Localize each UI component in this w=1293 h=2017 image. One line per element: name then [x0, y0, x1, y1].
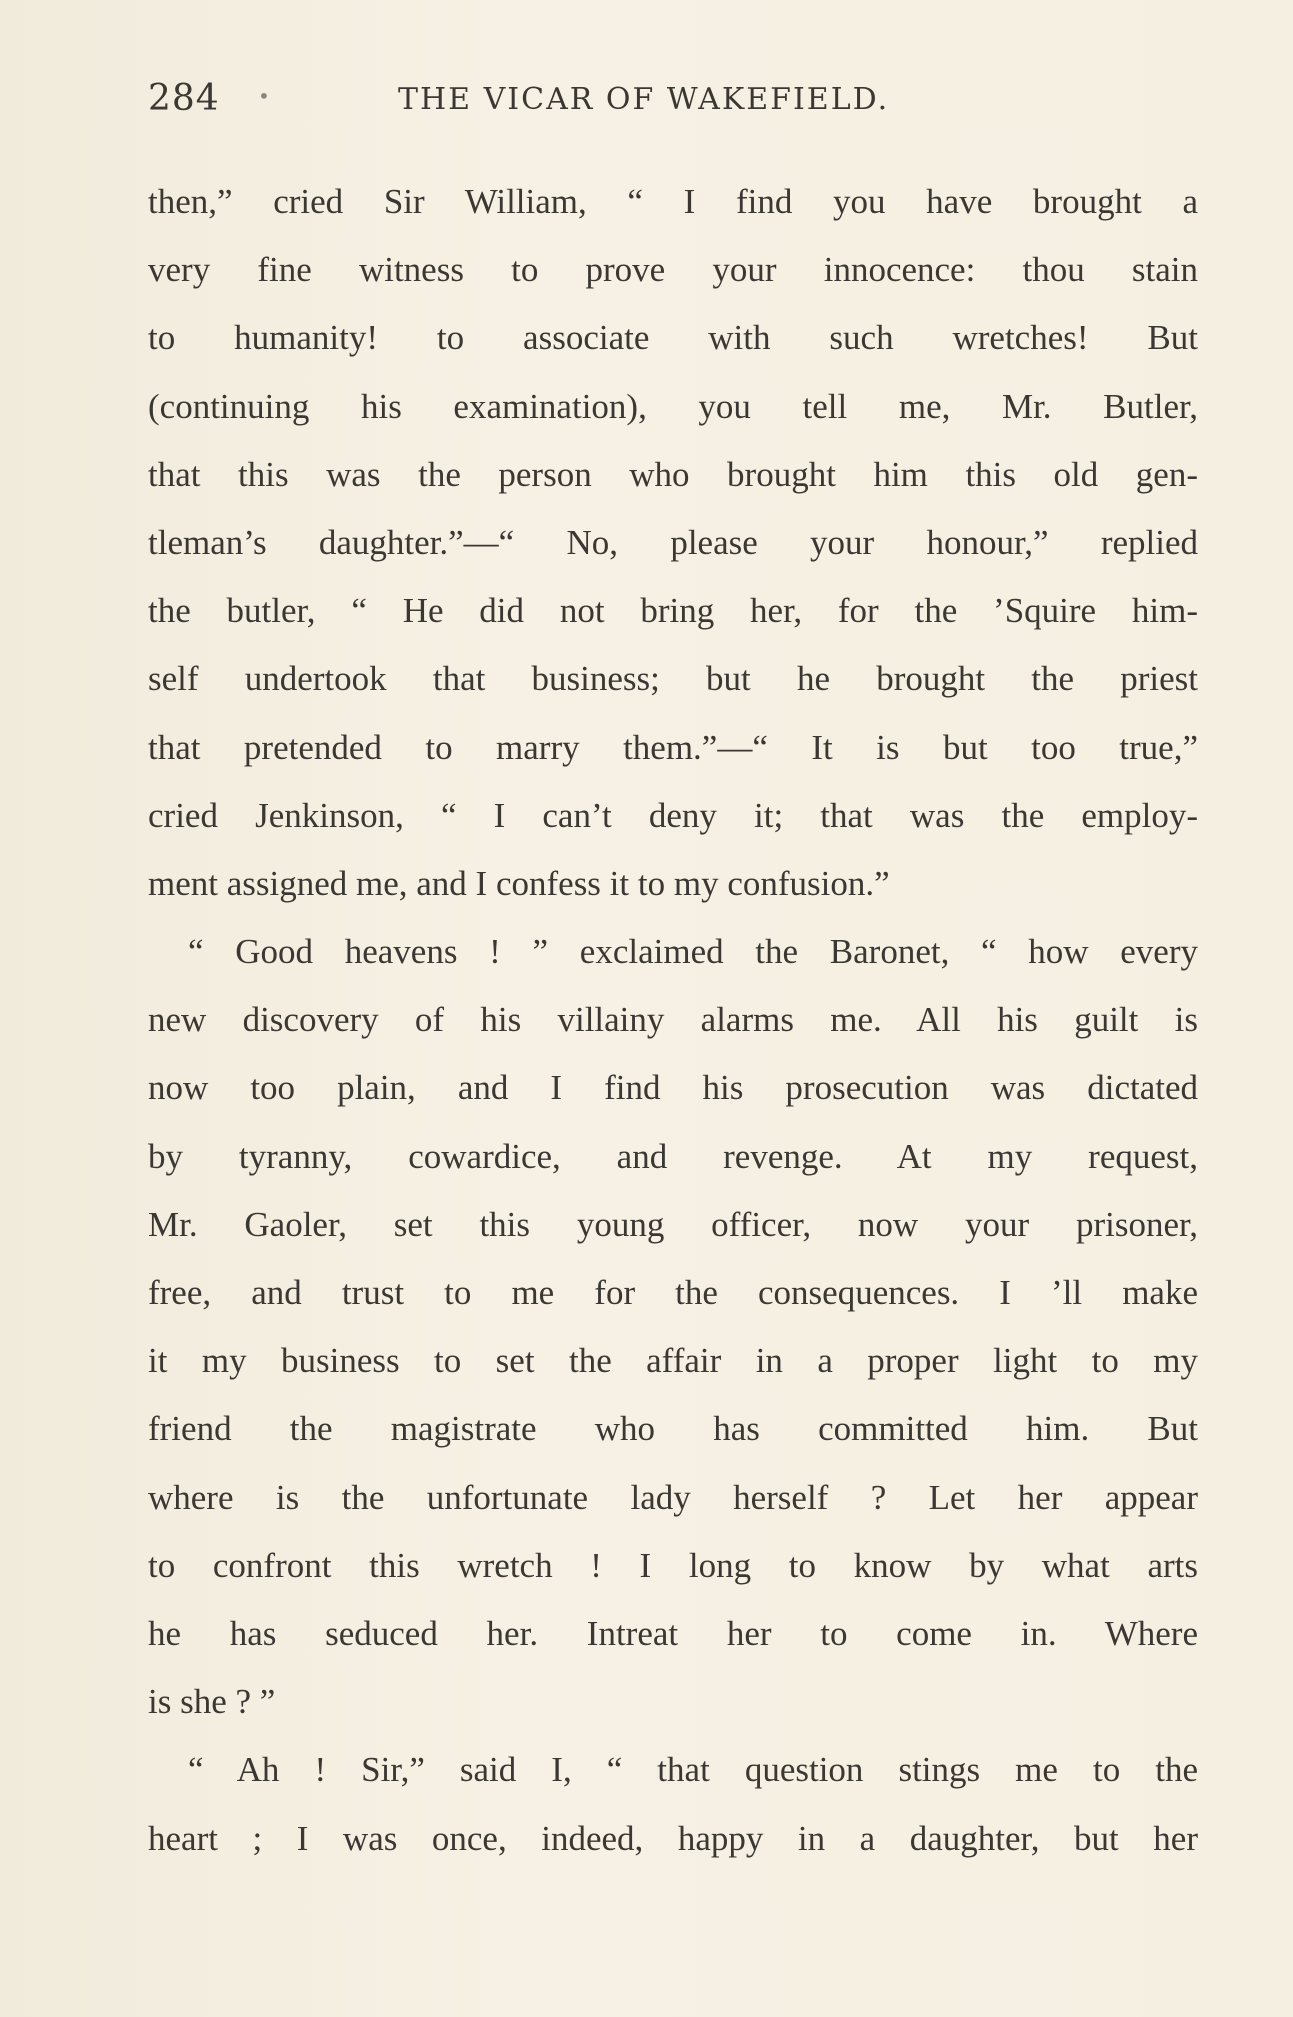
text-line: self undertook that business; but he brought the priest: [148, 659, 1198, 699]
text-line: “ Ah ! Sir,” said I, “ that question stings me to the: [188, 1750, 1198, 1790]
text-line: then,” cried Sir William, “ I find you have brought a: [148, 182, 1198, 221]
text-line: new discovery of his villainy alarms me. All his guilt is: [148, 1000, 1198, 1040]
text-line: (continuing his examination), you tell me, Mr. Butler,: [148, 386, 1198, 426]
text-line: where is the unfortunate lady herself ? Let her appear: [148, 1477, 1198, 1517]
header-dot-mark: •: [258, 84, 270, 108]
text-line: now too plain, and I find his prosecution was dictated: [148, 1068, 1198, 1108]
text-line: is she ? ”: [148, 1682, 276, 1722]
text-line: friend the magistrate who has committed him. But: [148, 1409, 1198, 1449]
text-line: “ Good heavens ! ” exclaimed the Baronet, “ how every: [188, 932, 1198, 972]
text-line: by tyranny, cowardice, and revenge. At my request,: [148, 1136, 1198, 1176]
text-line: he has seduced her. Intreat her to come in. Where: [148, 1613, 1198, 1653]
text-line: free, and trust to me for the consequences. I ’ll make: [148, 1273, 1198, 1312]
text-line: heart ; I was once, indeed, happy in a daughter, but her: [148, 1818, 1198, 1858]
text-line: tleman’s daughter.”—“ No, please your honour,” replied: [148, 522, 1198, 562]
text-line: very fine witness to prove your innocence: thou stain: [148, 250, 1198, 290]
text-line: that this was the person who brought him this old gen-: [148, 454, 1198, 494]
text-line: to confront this wretch ! I long to know by what arts: [148, 1545, 1198, 1585]
text-line: the butler, “ He did not bring her, for the ’Squire him-: [148, 591, 1198, 631]
body-text: [148, 168, 1198, 1873]
text-line: cried Jenkinson, “ I can’t deny it; that was the employ-: [148, 795, 1198, 835]
text-line: that pretended to marry them.”—“ It is but too true,”: [148, 727, 1198, 767]
page-number: 284: [148, 78, 220, 119]
text-line: to humanity! to associate with such wretches! But: [148, 318, 1198, 358]
text-line: it my business to set the affair in a proper light to my: [148, 1341, 1198, 1381]
page-header: [148, 78, 1198, 128]
text-line: ment assigned me, and I confess it to my confusion.”: [148, 863, 890, 903]
running-title: THE VICAR OF WAKEFIELD.: [398, 82, 890, 117]
text-line: Mr. Gaoler, set this young officer, now your prisoner,: [148, 1204, 1198, 1244]
